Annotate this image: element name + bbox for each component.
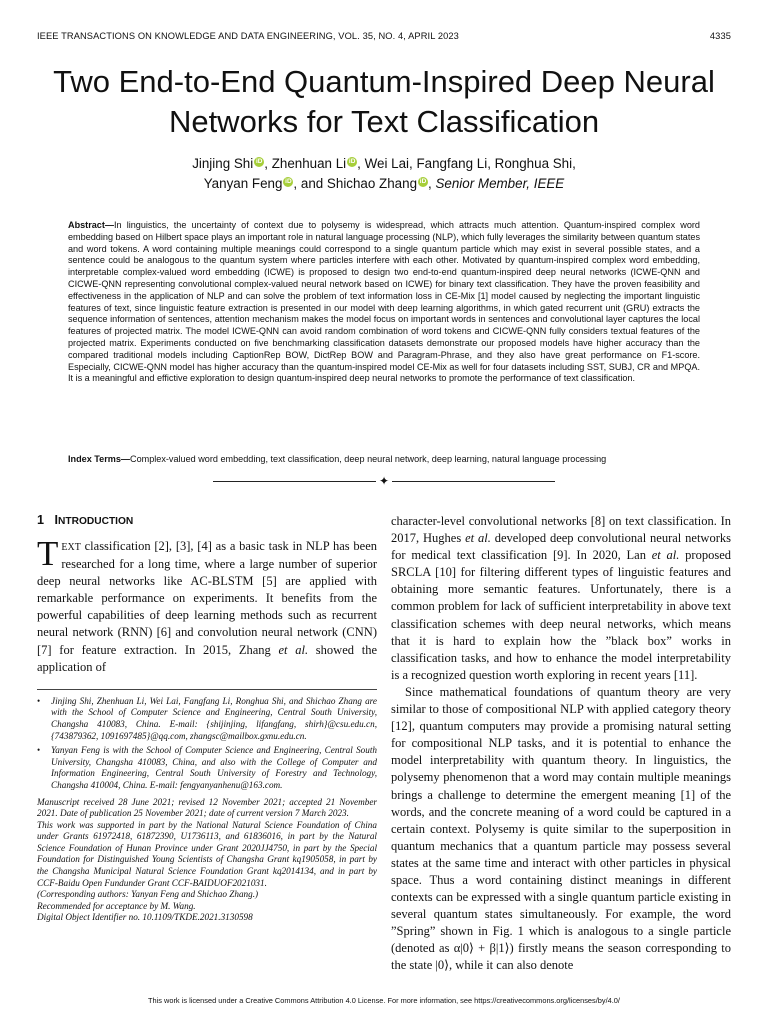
etal: et al. <box>465 531 491 546</box>
etal: et al. <box>278 642 309 657</box>
corresponding-authors: (Corresponding authors: Yanyan Feng and Shichao Zhang.) <box>37 889 259 900</box>
section-title-initial: I <box>54 513 59 527</box>
author-name: Wei Lai <box>364 156 410 171</box>
left-column <box>37 513 377 924</box>
paragraph-text: showed the application of <box>37 642 377 674</box>
license-footer: This work is licensed under a Creative Commons Attribution 4.0 License. For more information, see https://creativecommons.org/licenses/by/4.0/ <box>148 996 620 1005</box>
paragraph-text: proposed SRCLA [10] for filtering different types of linguistic features and obtaining more semantic features. Unfortunately, there is a common problem for lack of sufficient interpretability in above text classification schemes with deep neural networks, which means that it is hard to explain how the ”black box” works in classification tasks, and how to enhance the model interpretability is a recognized question worth exploring in recent years [11]. <box>391 548 731 682</box>
author-line-2: Yanyan Feng iD , and Shichao Zhang iD , Senior Member, IEEE <box>203 176 565 191</box>
page-number: 4335 <box>709 31 731 41</box>
paragraph-text: character-level convolutional networks [8] on text classification. In 2017, Hughes <box>391 514 731 546</box>
section-number: 1 <box>37 513 45 527</box>
footnote-text: Yanyan Feng is with the School of Computer Science and Engineering, Central South University, Changsha 410083, China, and also with the College of Computer and Information Engineering, Central South University of Forestry and Technology, Changsha 410004, China. E-mail: fengyanyanhenu@163.com. <box>51 745 377 790</box>
manuscript-dates: Manuscript received 28 June 2021; revised 12 November 2021; accepted 21 November 2021. Date of publication 25 November 2021; date of current version 7 March 2023. <box>37 796 377 819</box>
bullet-icon: • <box>37 745 41 756</box>
abstract-label: Abstract <box>68 220 105 230</box>
index-terms-label: Index Terms <box>68 454 121 464</box>
funding-note: This work was supported in part by the National Natural Science Foundation of China under Grants 61972418, 61872390, U1736113, and 61836016, in part by the Natural Science Foundation of Hunan Province under Grant 2020JJ4750, in part by the Special Foundation for Distinguished Young Scientists of Changsha Grant kq1905058, in part by the Changsha Municipal Natural Science Foundation Grant kq2014134, and in part by CCF-Baidu Open Fundunder Grant CCF-BAIDUOF2021031. <box>37 819 377 888</box>
bullet-icon: • <box>37 695 41 706</box>
journal-header: IEEE TRANSACTIONS ON KNOWLEDGE AND DATA ENGINEERING, VOL. 35, NO. 4, APRIL 2023 <box>37 31 459 41</box>
footnote-text: Jinjing Shi, Zhenhuan Li, Wei Lai, Fangfang Li, Ronghua Shi, and Shichao Zhang are with the School of Computer Science and Engineering, Central South University, Changsha 410083, China. E-mail: {shijinjing, lifangfang, shirh}@csu.edu.cn, {743879362, 1091697485}@qq.com, zhangsc@mailbox.gxnu.edu.cn. <box>51 695 377 741</box>
author-line-1: Jinjing Shi iD , Zhenhuan Li iD , Wei Lai, Fangfang Li, Ronghua Shi, <box>192 156 576 171</box>
doi-note: Digital Object Identifier no. 10.1109/TKDE.2021.3130598 <box>37 912 253 923</box>
abstract: Abstract—In linguistics, the uncertainty of context due to polysemy is widespread, which attracts much attention. Quantum-inspired complex word embedding based on Hilbert space plays an important role in natural language processing (NLP), which fully leverages the similarity between quantum states and word tokens. A word containing multiple meanings could correspond to a single quantum particle which may exist in several possible states, and a sentence could be analogous to the quantum system where particles interfere with each other. Motivated by quantum-inspired complex word embedding, interpretable complex-valued word embedding (ICWE) is proposed to design two end-to-end quantum-inspired deep neural networks (ICWE-QNN and CICWE-QNN representing convolutional complex-valued neural network based on ICWE) for binary text classification. They have the proven feasibility and effectiveness in the application of NLP and can solve the problem of text information loss in CE-Mix [1] model caused by neglecting the important linguistic features of text, since linguistic feature extraction is presented in our model with deep learning algorithms, in which gated recurrent unit (GRU) extracts the sequence information of sentences, attention mechanism makes the model focus on important words in sentences and convolutional layer captures the local features of projected matrix. The model ICWE-QNN can avoid random combination of word tokens and CICWE-QNN fully considers textual features of the projected matrix. Experiments conducted on five benchmarking classification datasets demonstrate our proposed models have higher accuracy than the compared traditional models including CaptionRep BOW, DictRep BOW and Paragram-Phrase, and they also have great performance on F1-score. Especially, CICWE-QNN model has higher accuracy than the quantum-inspired model CE-Mix as well for four datasets including SST, SUBJ, CR and MPQA. It is a meaningful and effictive exploration to design quantum-inspired deep neural networks to promote the performance of text classification. <box>68 220 700 384</box>
drop-cap-rest: EXT <box>61 542 81 553</box>
paragraph-text: classification [2], [3], [4] as a basic task in NLP has been researched for a long time, where a large number of superior deep neural networks like AC-BLSTM [5] are applied with remarkable performance on experiments. It benefits from the powerful capabilities of deep learning methods such as recurrent neural network (RNN) [6] and convolution neural network (CNN) [7] for feature extraction. In 2015, Zhang <box>37 539 377 657</box>
author-name: Ronghua Shi, <box>494 156 576 171</box>
orcid-icon[interactable]: iD <box>348 157 356 165</box>
etal: et al. <box>651 548 680 563</box>
footnote-rule <box>37 689 377 690</box>
intro-paragraph <box>37 534 377 676</box>
drop-cap: T <box>37 534 59 573</box>
index-terms-text: Complex-valued word embedding, text classification, deep neural network, deep learning, natural language processing <box>130 454 607 464</box>
orcid-icon[interactable]: iD <box>255 157 263 165</box>
author-name: Yanyan Feng <box>203 176 283 191</box>
divider-diamond-icon: ✦ <box>376 473 392 489</box>
section-heading <box>37 513 377 529</box>
author-name: Fangfang Li <box>416 156 488 171</box>
author-name: Jinjing Shi <box>192 156 254 171</box>
publication-notes <box>37 797 377 925</box>
author-list <box>40 154 728 194</box>
right-column <box>391 513 731 975</box>
section-title-rest: NTRODUCTION <box>58 516 134 527</box>
orcid-icon[interactable]: iD <box>285 177 292 185</box>
orcid-icon[interactable]: iD <box>419 177 427 185</box>
footnote-item <box>37 745 377 791</box>
affiliation-footnotes <box>37 696 377 792</box>
author-name: Zhenhuan Li <box>271 156 347 171</box>
intro-paragraph-continued <box>391 513 731 684</box>
recommended-note: Recommended for acceptance by M. Wang. <box>37 900 196 911</box>
author-name: and Shichao Zhang <box>300 176 418 191</box>
quantum-paragraph: Since mathematical foundations of quantum theory are very similar to those of compositional NLP with applied category theory [12], quantum computers may provide a promising natural setting for compositional NLP tasks, and it is potential to enhance the model interpretability with quantum theory. In linguistics, the polysemy phenomenon that a word may contain multiple meanings brings a challenge to determine the emergent meaning [1] of the words, and the concrete meaning of a word could be captured in a certain context. Polysemy is quite similar to the superposition in quantum mechanics that a quantum particle may possess several states at the same time and interact with other particles in physical space. Thus a word containing distinct meanings in different contexts can be expressed with a single quantum particle existing in several quantum states simultaneously. For example, the word ”Spring” shown in Fig. 1 which is analogous to a single particle (denoted as α|0⟩ + β|1⟩) firstly means the season corresponding to the state |0⟩, while it can also denote <box>391 684 731 973</box>
paragraph-text: developed deep convolutional neural networks for medical text classification [9]. In 2020, Lan <box>391 531 731 563</box>
abstract-text: In linguistics, the uncertainty of context due to polysemy is widespread, which attracts much attention. Quantum-inspired complex word embedding based on Hilbert space plays an important role in natural language processing (NLP), which fully leverages the similarity between quantum states and word tokens. A word containing multiple meanings could correspond to a single quantum particle which may exist in several possible states, and a sentence could be analogous to the quantum system where particles interfere with each other. Motivated by quantum-inspired complex word embedding, interpretable complex-valued word embedding (ICWE) is proposed to design two end-to-end quantum-inspired deep neural networks (ICWE-QNN and CICWE-QNN representing convolutional complex-valued neural network based on ICWE) for binary text classification. They have the proven feasibility and effectiveness in the application of NLP and can solve the problem of text information loss in CE-Mix [1] model caused by neglecting the important linguistic features of text, since linguistic feature extraction is presented in our model with deep learning algorithms, in which gated recurrent unit (GRU) extracts the sequence information of sentences, attention mechanism makes the model focus on important words in sentences and convolutional layer captures the local features of projected matrix. The model ICWE-QNN can avoid random combination of word tokens and CICWE-QNN fully considers textual features of the projected matrix. Experiments conducted on five benchmarking classification datasets demonstrate our proposed models have higher accuracy than the compared traditional models including CaptionRep BOW, DictRep BOW and Paragram-Phrase, and they also have great performance on F1-score. Especially, CICWE-QNN model has higher accuracy than the quantum-inspired model CE-Mix as well for four datasets including SST, SUBJ, CR and MPQA. It is a meaningful and effictive exploration to design quantum-inspired deep neural networks to promote the performance of text classification. <box>68 220 700 384</box>
index-terms: Index Terms—Complex-valued word embedding, text classification, deep neural network, deep learning, natural language processing <box>68 454 607 464</box>
paper-title: Two End-to-End Quantum-Inspired Deep Neural Networks for Text Classification <box>53 64 715 139</box>
running-header <box>37 31 731 45</box>
footnote-item <box>37 696 377 742</box>
member-suffix: Senior Member, IEEE <box>435 176 565 191</box>
